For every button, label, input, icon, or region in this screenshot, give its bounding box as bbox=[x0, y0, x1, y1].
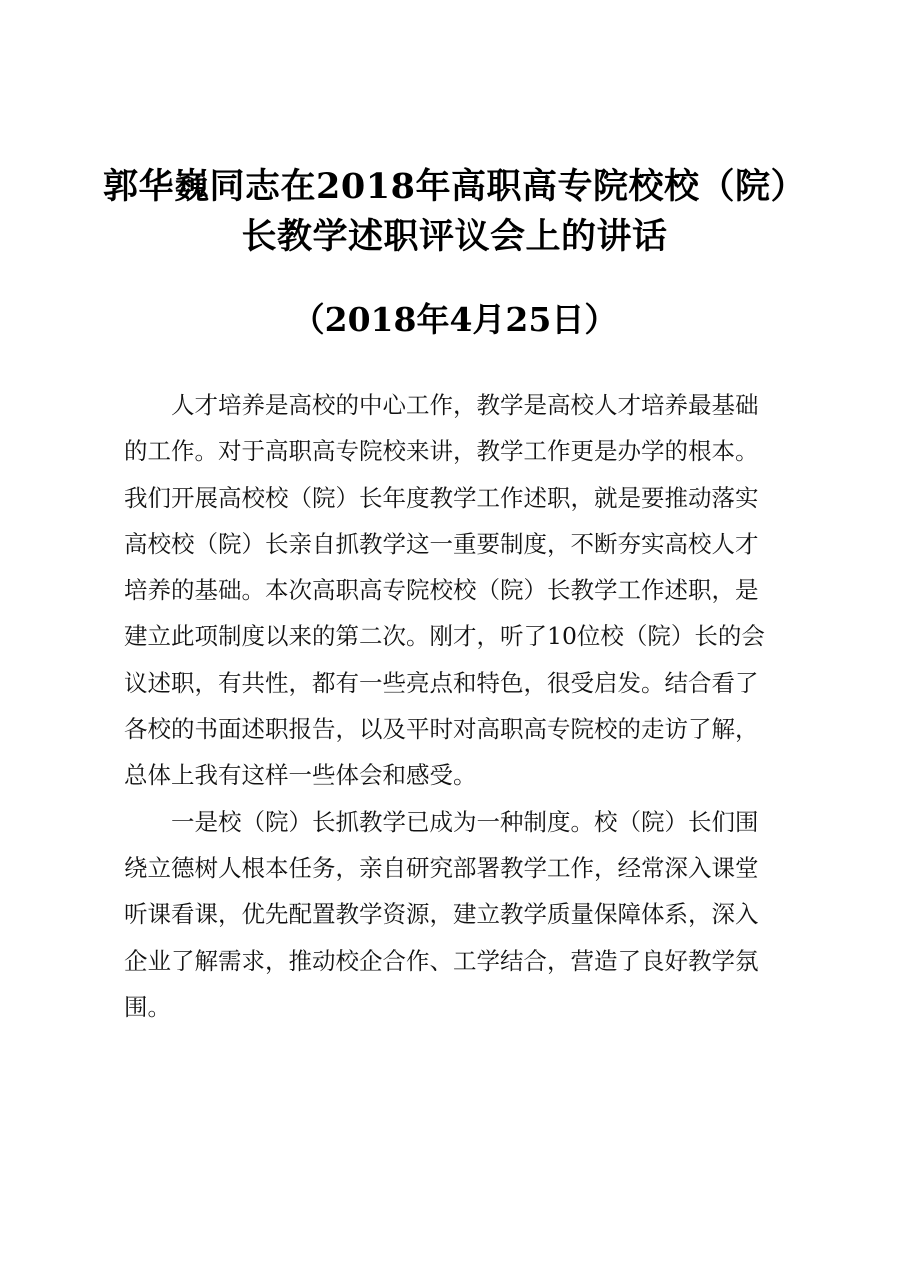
paragraph-1-line-8: 各校的书面述职报告，以及平时对高职高专院校的走访了解， bbox=[124, 715, 759, 744]
paragraph-1-line-4: 高校校（院）长亲自抓教学这一重要制度，不断夯实高校人才 bbox=[124, 529, 759, 558]
paragraph-1-line-1: 人才培养是高校的中心工作，教学是高校人才培养最基础 bbox=[171, 391, 759, 419]
paragraph-1-line-3: 我们开展高校校（院）长年度教学工作述职，就是要推动落实 bbox=[124, 483, 759, 512]
document-body bbox=[124, 382, 794, 1030]
title-line-2: 长教学述职评议会上的讲话 bbox=[241, 216, 668, 257]
paragraph-2-line-4: 企业了解需求，推动校企合作、工学结合，营造了良好教学氛 bbox=[124, 946, 759, 975]
paragraph-1-line-5: 培养的基础。本次高职高专院校校（院）长教学工作述职，是 bbox=[124, 576, 759, 605]
document-title bbox=[100, 162, 809, 262]
paragraph-2-line-3: 听课看课，优先配置教学资源，建立教学质量保障体系，深入 bbox=[124, 900, 759, 929]
paragraph-2-line-1: 一是校（院）长抓教学已成为一种制度。校（院）长们围 bbox=[171, 807, 759, 836]
paragraph-2-line-2: 绕立德树人根本任务，亲自研究部署教学工作，经常深入课堂 bbox=[124, 853, 759, 882]
document-date: （2018年4月25日） bbox=[291, 300, 618, 339]
paragraph-1-line-7: 议述职，有共性，都有一些亮点和特色，很受启发。结合看了 bbox=[124, 668, 759, 697]
paragraph-1-line-6: 建立此项制度以来的第二次。刚才，听了10位校（院）长的会 bbox=[124, 622, 765, 651]
paragraph-1-line-9: 总体上我有这样一些体会和感受。 bbox=[124, 761, 477, 790]
paragraph-1-line-2: 的工作。对于高职高专院校来讲，教学工作更是办学的根本。 bbox=[124, 437, 759, 466]
paragraph-2-line-5: 围。 bbox=[124, 992, 171, 1021]
title-line-1: 郭华巍同志在2018年高职高专院校校（院） bbox=[103, 166, 806, 207]
